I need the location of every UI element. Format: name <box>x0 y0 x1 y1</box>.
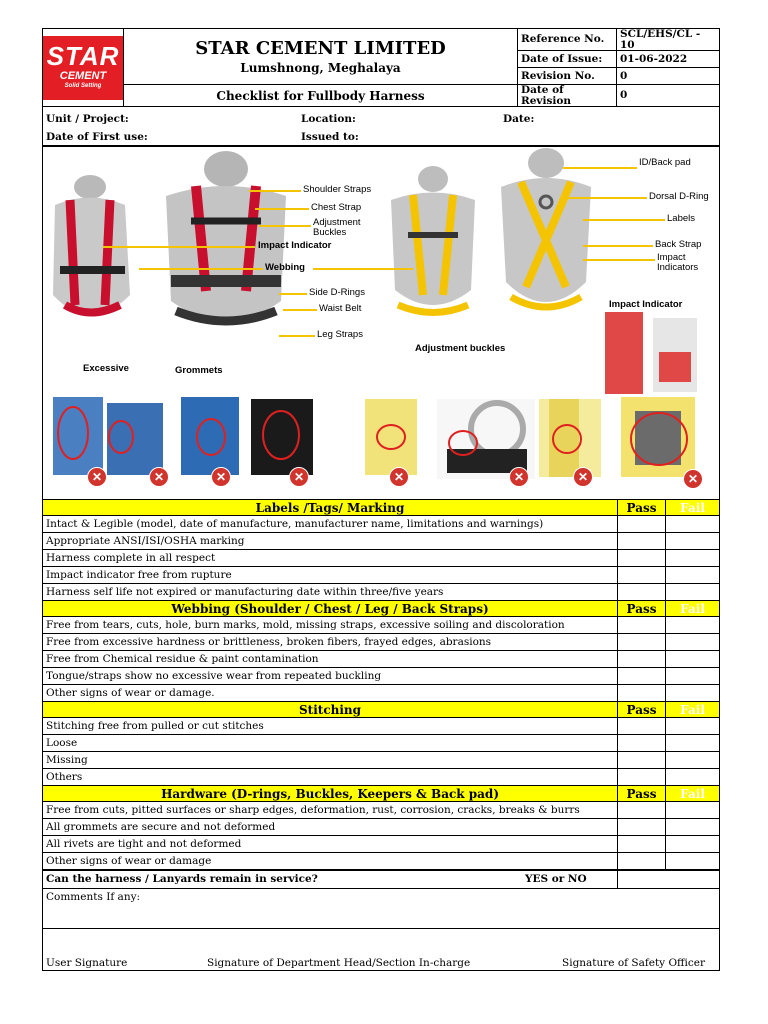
checklist-item-row <box>43 819 720 836</box>
checklist-item-text: Intact & Legible (model, date of manufacture, manufacturer name, limitations and warnings) <box>43 516 618 533</box>
pass-checkbox[interactable] <box>618 853 666 870</box>
comments-label: Comments If any: <box>46 891 141 903</box>
checklist-title: Checklist for Fullbody Harness <box>124 85 518 107</box>
pass-header: Pass <box>618 702 666 718</box>
revision-date-value: 0 <box>617 85 720 107</box>
pass-checkbox[interactable] <box>618 836 666 853</box>
label-labels: Labels <box>667 213 695 224</box>
arrow-line <box>255 208 309 210</box>
pass-checkbox[interactable] <box>618 617 666 634</box>
pass-checkbox[interactable] <box>618 685 666 702</box>
label-webbing: Webbing <box>265 262 305 273</box>
revision-label: Revision No. <box>518 68 617 85</box>
revision-date-label: Date of Revision <box>518 85 617 107</box>
checklist-item-text: Impact indicator free from rupture <box>43 567 618 584</box>
issued-to-label: Issued to: <box>301 131 359 143</box>
reject-icon: ✕ <box>149 467 169 487</box>
arrow-line <box>313 268 413 270</box>
fail-checkbox[interactable] <box>666 533 720 550</box>
fail-header: Fail <box>666 601 720 617</box>
fail-checkbox[interactable] <box>666 516 720 533</box>
pass-checkbox[interactable] <box>618 718 666 735</box>
location-label: Location: <box>301 113 356 125</box>
checklist-item-text: Other signs of wear or damage. <box>43 685 618 702</box>
section-title: Stitching <box>43 702 618 718</box>
unit-project-label: Unit / Project: <box>46 113 129 125</box>
logo-text: Solid Setting <box>64 82 102 89</box>
reject-icon: ✕ <box>289 467 309 487</box>
section-title: Webbing (Shoulder / Chest / Leg / Back Straps) <box>43 601 618 617</box>
fail-checkbox[interactable] <box>666 735 720 752</box>
checklist-item-row <box>43 769 720 786</box>
checklist-item-row <box>43 685 720 702</box>
section-header <box>43 500 720 516</box>
fail-checkbox[interactable] <box>666 567 720 584</box>
label-impact-indicator: Impact Indicator <box>258 240 332 251</box>
company-cell <box>124 29 518 85</box>
label-adjustment-buckles-2: Adjustment buckles <box>415 343 506 354</box>
label-dorsal-d-ring: Dorsal D-Ring <box>649 191 709 202</box>
checklist-item-row <box>43 836 720 853</box>
label-excessive: Excessive <box>83 363 129 374</box>
arrow-line <box>279 293 307 295</box>
issue-value: 01-06-2022 <box>617 51 720 68</box>
checklist-item-text: Free from cuts, pitted surfaces or sharp edges, deformation, rust, corrosion, cracks, breaks & burrs <box>43 802 618 819</box>
label-grommets: Grommets <box>175 365 223 376</box>
arrow-line <box>249 190 301 192</box>
issue-label: Date of Issue: <box>518 51 617 68</box>
fail-checkbox[interactable] <box>666 853 720 870</box>
pass-checkbox[interactable] <box>618 769 666 786</box>
defect-photo-fraying-yellow <box>539 399 601 477</box>
fail-checkbox[interactable] <box>666 836 720 853</box>
pass-checkbox[interactable] <box>618 802 666 819</box>
checklist-item-row <box>43 802 720 819</box>
arrow-line <box>583 259 655 261</box>
checklist-page <box>42 28 720 971</box>
fail-header: Fail <box>666 500 720 516</box>
logo-text: STAR <box>46 40 120 71</box>
checklist-item-row <box>43 516 720 533</box>
label-leg-straps: Leg Straps <box>317 329 363 340</box>
fail-checkbox[interactable] <box>666 617 720 634</box>
reject-icon: ✕ <box>389 467 409 487</box>
defect-photo-stitch <box>365 399 417 475</box>
safety-officer-signature-label: Signature of Safety Officer <box>562 956 705 969</box>
pass-checkbox[interactable] <box>618 516 666 533</box>
comments-field[interactable] <box>43 889 720 929</box>
pass-header: Pass <box>618 786 666 802</box>
defect-photo-buckle <box>621 397 695 477</box>
checklist-item-text: Free from Chemical residue & paint contamination <box>43 651 618 668</box>
checklist-item-text: Tongue/straps show no excessive wear from repeated buckling <box>43 668 618 685</box>
logo-cell <box>43 29 124 107</box>
reject-icon: ✕ <box>509 467 529 487</box>
arrow-line <box>563 167 637 169</box>
pass-checkbox[interactable] <box>618 651 666 668</box>
checklist-item-row <box>43 735 720 752</box>
arrow-line <box>563 197 647 199</box>
checklist-item-row <box>43 634 720 651</box>
section-header <box>43 702 720 718</box>
checklist-item-text: Harness complete in all respect <box>43 550 618 567</box>
checklist-item-row <box>43 752 720 769</box>
checklist-item-row <box>43 584 720 601</box>
harness-photo-front-black <box>151 151 301 351</box>
pass-checkbox[interactable] <box>618 668 666 685</box>
reject-icon: ✕ <box>211 467 231 487</box>
pass-checkbox[interactable] <box>618 819 666 836</box>
fail-checkbox[interactable] <box>666 802 720 819</box>
logo-text: CEMENT <box>59 69 107 82</box>
star-cement-logo <box>43 36 123 100</box>
header-table <box>42 28 720 107</box>
arrow-line <box>259 225 311 227</box>
checklist-item-text: Harness self life not expired or manufacturing date within three/five years <box>43 584 618 601</box>
signature-row <box>43 929 720 971</box>
fail-checkbox[interactable] <box>666 769 720 786</box>
checklist-item-row <box>43 718 720 735</box>
checklist-item-text: Stitching free from pulled or cut stitches <box>43 718 618 735</box>
fail-checkbox[interactable] <box>666 550 720 567</box>
fail-checkbox[interactable] <box>666 634 720 651</box>
defect-photo-webbing-cut <box>51 397 163 475</box>
label-side-d-rings: Side D-Rings <box>309 287 365 298</box>
service-question-cell <box>43 871 618 889</box>
checklist-item-row <box>43 533 720 550</box>
arrow-line <box>279 335 315 337</box>
defect-photo-fray <box>181 397 241 475</box>
checklist-item-row <box>43 567 720 584</box>
checklist-item-text: Other signs of wear or damage <box>43 853 618 870</box>
arrow-line <box>139 268 263 270</box>
fail-checkbox[interactable] <box>666 651 720 668</box>
fail-checkbox[interactable] <box>666 685 720 702</box>
harness-photo-front-red <box>45 175 140 345</box>
label-back-strap: Back Strap <box>655 239 702 250</box>
checklist-item-text: Free from excessive hardness or brittleness, broken fibers, frayed edges, abrasions <box>43 634 618 651</box>
pass-checkbox[interactable] <box>618 567 666 584</box>
first-use-label: Date of First use: <box>46 131 148 143</box>
checklist-item-text: Missing <box>43 752 618 769</box>
checklist-table <box>42 499 720 870</box>
harness-photo-front-yellow <box>383 165 483 325</box>
harness-diagram <box>42 146 720 499</box>
pass-checkbox[interactable] <box>618 634 666 651</box>
label-shoulder-straps: Shoulder Straps <box>303 184 372 195</box>
checklist-item-row <box>43 617 720 634</box>
fail-header: Fail <box>666 786 720 802</box>
checklist-item-text: All rivets are tight and not deformed <box>43 836 618 853</box>
label-impact-indicators: Impact Indicators <box>657 252 699 273</box>
label-waist-belt: Waist Belt <box>319 303 362 314</box>
label-id-back-pad: ID/Back pad <box>639 157 691 168</box>
pass-checkbox[interactable] <box>618 735 666 752</box>
checklist-item-text: Loose <box>43 735 618 752</box>
pass-header: Pass <box>618 500 666 516</box>
arrow-line <box>103 246 255 248</box>
reject-icon: ✕ <box>87 467 107 487</box>
defect-photo-burn <box>251 399 313 475</box>
date-label: Date: <box>503 113 535 125</box>
checklist-item-row <box>43 853 720 870</box>
section-title: Labels /Tags/ Marking <box>43 500 618 516</box>
fail-checkbox[interactable] <box>666 668 720 685</box>
checklist-item-row <box>43 550 720 567</box>
ref-value: SCL/EHS/CL - 10 <box>617 29 720 51</box>
reject-icon: ✕ <box>573 467 593 487</box>
pass-checkbox[interactable] <box>618 752 666 769</box>
yes-no-answer-field[interactable] <box>618 871 720 889</box>
pass-checkbox[interactable] <box>618 550 666 567</box>
arrow-line <box>283 309 317 311</box>
harness-photo-back-yellow <box>491 147 601 327</box>
checklist-item-text: Appropriate ANSI/ISI/OSHA marking <box>43 533 618 550</box>
pass-checkbox[interactable] <box>618 584 666 601</box>
section-header <box>43 601 720 617</box>
fail-checkbox[interactable] <box>666 752 720 769</box>
checklist-item-text: Free from tears, cuts, hole, burn marks, mold, missing straps, excessive soiling and discoloration <box>43 617 618 634</box>
company-location: Lumshnong, Meghalaya <box>240 60 401 75</box>
final-table <box>42 870 720 971</box>
checklist-item-row <box>43 668 720 685</box>
fail-checkbox[interactable] <box>666 718 720 735</box>
revision-value: 0 <box>617 68 720 85</box>
section-title: Hardware (D-rings, Buckles, Keepers & Back pad) <box>43 786 618 802</box>
label-adjustment-buckles: Adjustment Buckles <box>313 217 361 238</box>
checklist-item-text: Others <box>43 769 618 786</box>
pass-header: Pass <box>618 601 666 617</box>
info-block <box>42 107 720 146</box>
dept-head-signature-label: Signature of Department Head/Section In-charge <box>207 956 471 969</box>
ref-label: Reference No. <box>518 29 617 51</box>
user-signature-label: User Signature <box>46 956 128 969</box>
fail-header: Fail <box>666 702 720 718</box>
impact-indicator-photo <box>603 312 699 394</box>
pass-checkbox[interactable] <box>618 533 666 550</box>
yes-no-label: YES or NO <box>525 873 587 885</box>
fail-checkbox[interactable] <box>666 819 720 836</box>
label-chest-strap: Chest Strap <box>311 202 362 213</box>
company-name: STAR CEMENT LIMITED <box>195 37 446 59</box>
arrow-line <box>583 245 653 247</box>
reject-icon: ✕ <box>683 469 703 489</box>
service-question: Can the harness / Lanyards remain in service? <box>46 873 318 886</box>
label-impact-indicator-2: Impact Indicator <box>609 299 683 310</box>
checklist-item-text: All grommets are secure and not deformed <box>43 819 618 836</box>
section-header <box>43 786 720 802</box>
checklist-item-row <box>43 651 720 668</box>
arrow-line <box>583 219 665 221</box>
fail-checkbox[interactable] <box>666 584 720 601</box>
